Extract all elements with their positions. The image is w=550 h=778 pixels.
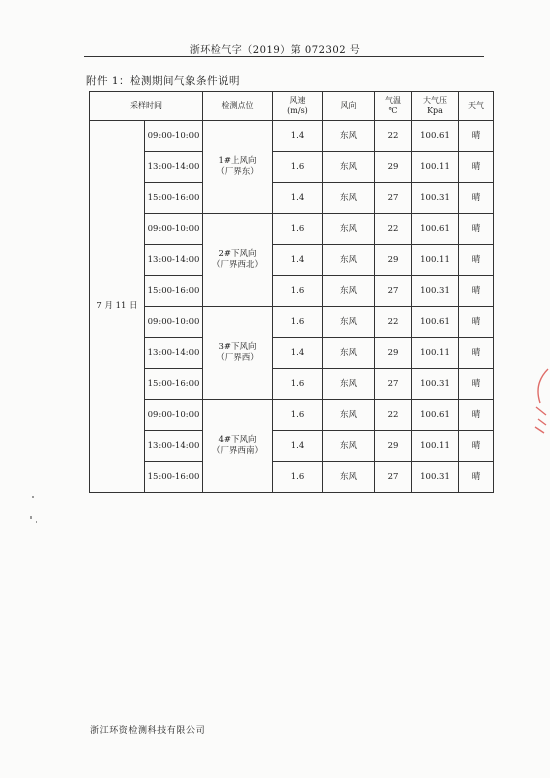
time-cell: 09:00-10:00 — [145, 121, 203, 152]
wind-speed-cell: 1.6 — [273, 462, 323, 493]
table-row — [90, 152, 494, 183]
table-row — [90, 431, 494, 462]
table-row — [90, 245, 494, 276]
time-cell: 15:00-16:00 — [145, 369, 203, 400]
seal-stamp-fragment — [532, 365, 550, 435]
table-row — [90, 307, 494, 338]
col-pressure-header: 大气压 Kpa — [412, 92, 459, 121]
time-cell: 13:00-14:00 — [145, 245, 203, 276]
pressure-cell: 100.61 — [412, 400, 459, 431]
wind-speed-cell: 1.4 — [273, 431, 323, 462]
weather-cell: 晴 — [459, 214, 494, 245]
pressure-cell: 100.31 — [412, 276, 459, 307]
temperature-cell: 22 — [375, 214, 412, 245]
location-cell: 4#下风向 （厂界西南） — [203, 400, 273, 493]
wind-direction-cell: 东风 — [323, 121, 375, 152]
weather-cell: 晴 — [459, 276, 494, 307]
pressure-cell: 100.31 — [412, 183, 459, 214]
pressure-cell: 100.61 — [412, 214, 459, 245]
wind-speed-cell: 1.4 — [273, 245, 323, 276]
weather-conditions-table — [89, 91, 494, 493]
pressure-cell: 100.31 — [412, 462, 459, 493]
table-caption: 附件 1：检测期间气象条件说明 — [86, 75, 241, 87]
wind-direction-cell: 东风 — [323, 431, 375, 462]
wind-direction-cell: 东风 — [323, 183, 375, 214]
pressure-cell: 100.61 — [412, 307, 459, 338]
wind-direction-cell: 东风 — [323, 152, 375, 183]
temperature-cell: 29 — [375, 338, 412, 369]
pressure-cell: 100.11 — [412, 245, 459, 276]
scan-speck — [32, 496, 34, 498]
time-cell: 09:00-10:00 — [145, 307, 203, 338]
weather-cell: 晴 — [459, 183, 494, 214]
wind-speed-cell: 1.6 — [273, 400, 323, 431]
col-temperature-header: 气温 ℃ — [375, 92, 412, 121]
table-header-row — [90, 92, 494, 121]
wind-direction-cell: 东风 — [323, 400, 375, 431]
col-wind-direction-header: 风向 — [323, 92, 375, 121]
wind-speed-cell: 1.6 — [273, 307, 323, 338]
weather-cell: 晴 — [459, 338, 494, 369]
wind-speed-cell: 1.4 — [273, 338, 323, 369]
wind-speed-cell: 1.6 — [273, 369, 323, 400]
table-row — [90, 369, 494, 400]
report-number: 浙环检气字（2019）第 072302 号 — [189, 45, 361, 56]
location-cell: 1#上风向 （厂界东） — [203, 121, 273, 214]
table-row — [90, 276, 494, 307]
col-sampling-time-header: 采样时间 — [90, 92, 203, 121]
temperature-cell: 27 — [375, 276, 412, 307]
temperature-cell: 27 — [375, 183, 412, 214]
temperature-cell: 22 — [375, 121, 412, 152]
time-cell: 13:00-14:00 — [145, 431, 203, 462]
pressure-cell: 100.11 — [412, 338, 459, 369]
time-cell: 13:00-14:00 — [145, 152, 203, 183]
pressure-cell: 100.11 — [412, 431, 459, 462]
table-row — [90, 400, 494, 431]
wind-direction-cell: 东风 — [323, 462, 375, 493]
pressure-cell: 100.11 — [412, 152, 459, 183]
time-cell: 15:00-16:00 — [145, 183, 203, 214]
location-cell: 3#下风向 （厂界西） — [203, 307, 273, 400]
weather-cell: 晴 — [459, 400, 494, 431]
table-row — [90, 121, 494, 152]
time-cell: 15:00-16:00 — [145, 276, 203, 307]
temperature-cell: 29 — [375, 245, 412, 276]
wind-direction-cell: 东风 — [323, 338, 375, 369]
wind-direction-cell: 东风 — [323, 307, 375, 338]
wind-direction-cell: 东风 — [323, 245, 375, 276]
temperature-cell: 27 — [375, 462, 412, 493]
wind-direction-cell: 东风 — [323, 214, 375, 245]
wind-speed-cell: 1.4 — [273, 121, 323, 152]
temperature-cell: 29 — [375, 152, 412, 183]
location-cell: 2#下风向 （厂界西北） — [203, 214, 273, 307]
col-location-header: 检测点位 — [203, 92, 273, 121]
pressure-cell: 100.61 — [412, 121, 459, 152]
temperature-cell: 27 — [375, 369, 412, 400]
col-weather-header: 天气 — [459, 92, 494, 121]
weather-cell: 晴 — [459, 245, 494, 276]
time-cell: 15:00-16:00 — [145, 462, 203, 493]
table-row — [90, 338, 494, 369]
weather-cell: 晴 — [459, 431, 494, 462]
wind-speed-cell: 1.6 — [273, 214, 323, 245]
wind-speed-cell: 1.6 — [273, 276, 323, 307]
scan-speck — [30, 516, 32, 519]
weather-cell: 晴 — [459, 462, 494, 493]
col-wind-speed-header: 风速 (m/s) — [273, 92, 323, 121]
header-rule — [84, 56, 484, 57]
weather-cell: 晴 — [459, 369, 494, 400]
weather-cell: 晴 — [459, 307, 494, 338]
temperature-cell: 22 — [375, 307, 412, 338]
wind-speed-cell: 1.6 — [273, 152, 323, 183]
date-cell: 7 月 11 日 — [90, 121, 145, 493]
weather-cell: 晴 — [459, 152, 494, 183]
wind-direction-cell: 东风 — [323, 369, 375, 400]
table-row — [90, 214, 494, 245]
pressure-cell: 100.31 — [412, 369, 459, 400]
time-cell: 09:00-10:00 — [145, 400, 203, 431]
scan-speck — [36, 521, 37, 523]
temperature-cell: 22 — [375, 400, 412, 431]
wind-direction-cell: 东风 — [323, 276, 375, 307]
weather-cell: 晴 — [459, 121, 494, 152]
temperature-cell: 29 — [375, 431, 412, 462]
time-cell: 13:00-14:00 — [145, 338, 203, 369]
time-cell: 09:00-10:00 — [145, 214, 203, 245]
company-name: 浙江环资检测科技有限公司 — [90, 726, 206, 736]
wind-speed-cell: 1.4 — [273, 183, 323, 214]
table-row — [90, 183, 494, 214]
table-row — [90, 462, 494, 493]
